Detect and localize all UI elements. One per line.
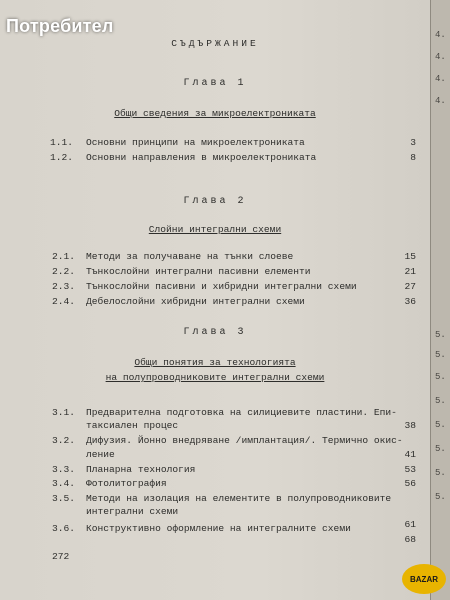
edge-mark: 5. <box>435 396 446 406</box>
toc-item-number: 2.4. <box>52 296 76 307</box>
toc-item-page: 38 <box>404 420 416 431</box>
toc-item-number: 3.2. <box>52 435 76 446</box>
edge-mark: 5. <box>435 350 446 360</box>
chapter-heading: Глава 1 <box>183 78 247 89</box>
toc-item-page: 36 <box>404 296 416 307</box>
edge-mark: 4. <box>435 52 446 62</box>
toc-item-title: Основни принципи на микроелектрониката <box>86 137 305 148</box>
edge-mark: 5. <box>435 420 446 430</box>
toc-item-title: Основни направления в микроелектрониката <box>86 152 317 163</box>
toc-item-page: 21 <box>404 266 416 277</box>
toc-item-number: 2.3. <box>52 281 76 292</box>
toc-item-title: Методи за получаване на тънки слоеве <box>86 251 294 262</box>
toc-item-page: 27 <box>404 281 416 292</box>
toc-item-title: Тънкослойни интегрални пасивни елементи <box>86 266 311 277</box>
toc-item-page: 56 <box>404 478 416 489</box>
toc-item-number: 2.2. <box>52 266 76 277</box>
toc-item-number: 3.3. <box>52 464 76 475</box>
toc-item-title: Тънкослойни пасивни и хибридни интегрални схеми <box>86 281 357 292</box>
toc-item-number: 3.1. <box>52 407 76 418</box>
toc-item-page: 41 <box>404 449 416 460</box>
toc-item-number: 3.5. <box>52 493 76 504</box>
contents-title: СЪДЪРЖАНИЕ <box>171 38 259 49</box>
toc-item-title-continuation: ление <box>86 449 115 460</box>
edge-mark: 4. <box>435 96 446 106</box>
edge-mark: 5. <box>435 468 446 478</box>
toc-item-number: 1.2. <box>50 152 74 163</box>
toc-item-page: 15 <box>404 251 416 262</box>
edge-mark: 4. <box>435 30 446 40</box>
toc-item-number: 2.1. <box>52 251 76 262</box>
toc-item-page: 53 <box>404 464 416 475</box>
toc-item-title: Методи на изолация на елементите в полупроводниковите <box>86 493 392 504</box>
edge-mark: 4. <box>435 74 446 84</box>
toc-item-page: 8 <box>410 152 416 163</box>
chapter-heading: Глава 3 <box>183 327 247 338</box>
chapter-title: Слойни интегрални схеми <box>148 224 282 235</box>
toc-item-title-continuation: интегрални схеми <box>86 506 179 517</box>
next-page-edge <box>430 0 450 600</box>
toc-item-number: 3.4. <box>52 478 76 489</box>
chapter-title: Общи сведения за микроелектрониката <box>114 108 316 119</box>
edge-mark: 5. <box>435 444 446 454</box>
toc-item-title: Конструктивно оформление на интегралните схеми <box>86 523 351 534</box>
toc-item-title: Дифузия. Йонно внедряване /имплантация/. Термично окис- <box>86 435 403 446</box>
chapter-title: Общи понятия за технологията <box>134 357 296 368</box>
toc-item-title: Предварителна подготовка на силициевите пластини. Епи- <box>86 407 397 418</box>
site-watermark: Потребител <box>6 16 114 36</box>
toc-item-number: 1.1. <box>50 137 74 148</box>
edge-mark: 5. <box>435 330 446 340</box>
toc-item-title: Фотолитография <box>86 478 167 489</box>
chapter-heading: Глава 2 <box>183 196 247 207</box>
toc-item-title: Дебелослойни хибридни интегрални схеми <box>86 296 305 307</box>
toc-item-page: 3 <box>410 137 416 148</box>
page-number: 272 <box>52 551 70 562</box>
toc-item-page: 61 <box>404 519 416 530</box>
edge-mark: 5. <box>435 372 446 382</box>
toc-item-number: 3.6. <box>52 523 76 534</box>
toc-item-page: 68 <box>404 534 416 545</box>
chapter-title: на полупроводниковите интегрални схеми <box>105 372 325 383</box>
bazar-logo: BAZAR <box>402 564 446 594</box>
toc-item-title: Планарна технология <box>86 464 196 475</box>
edge-mark: 5. <box>435 492 446 502</box>
toc-item-title-continuation: таксиален процес <box>86 420 179 431</box>
